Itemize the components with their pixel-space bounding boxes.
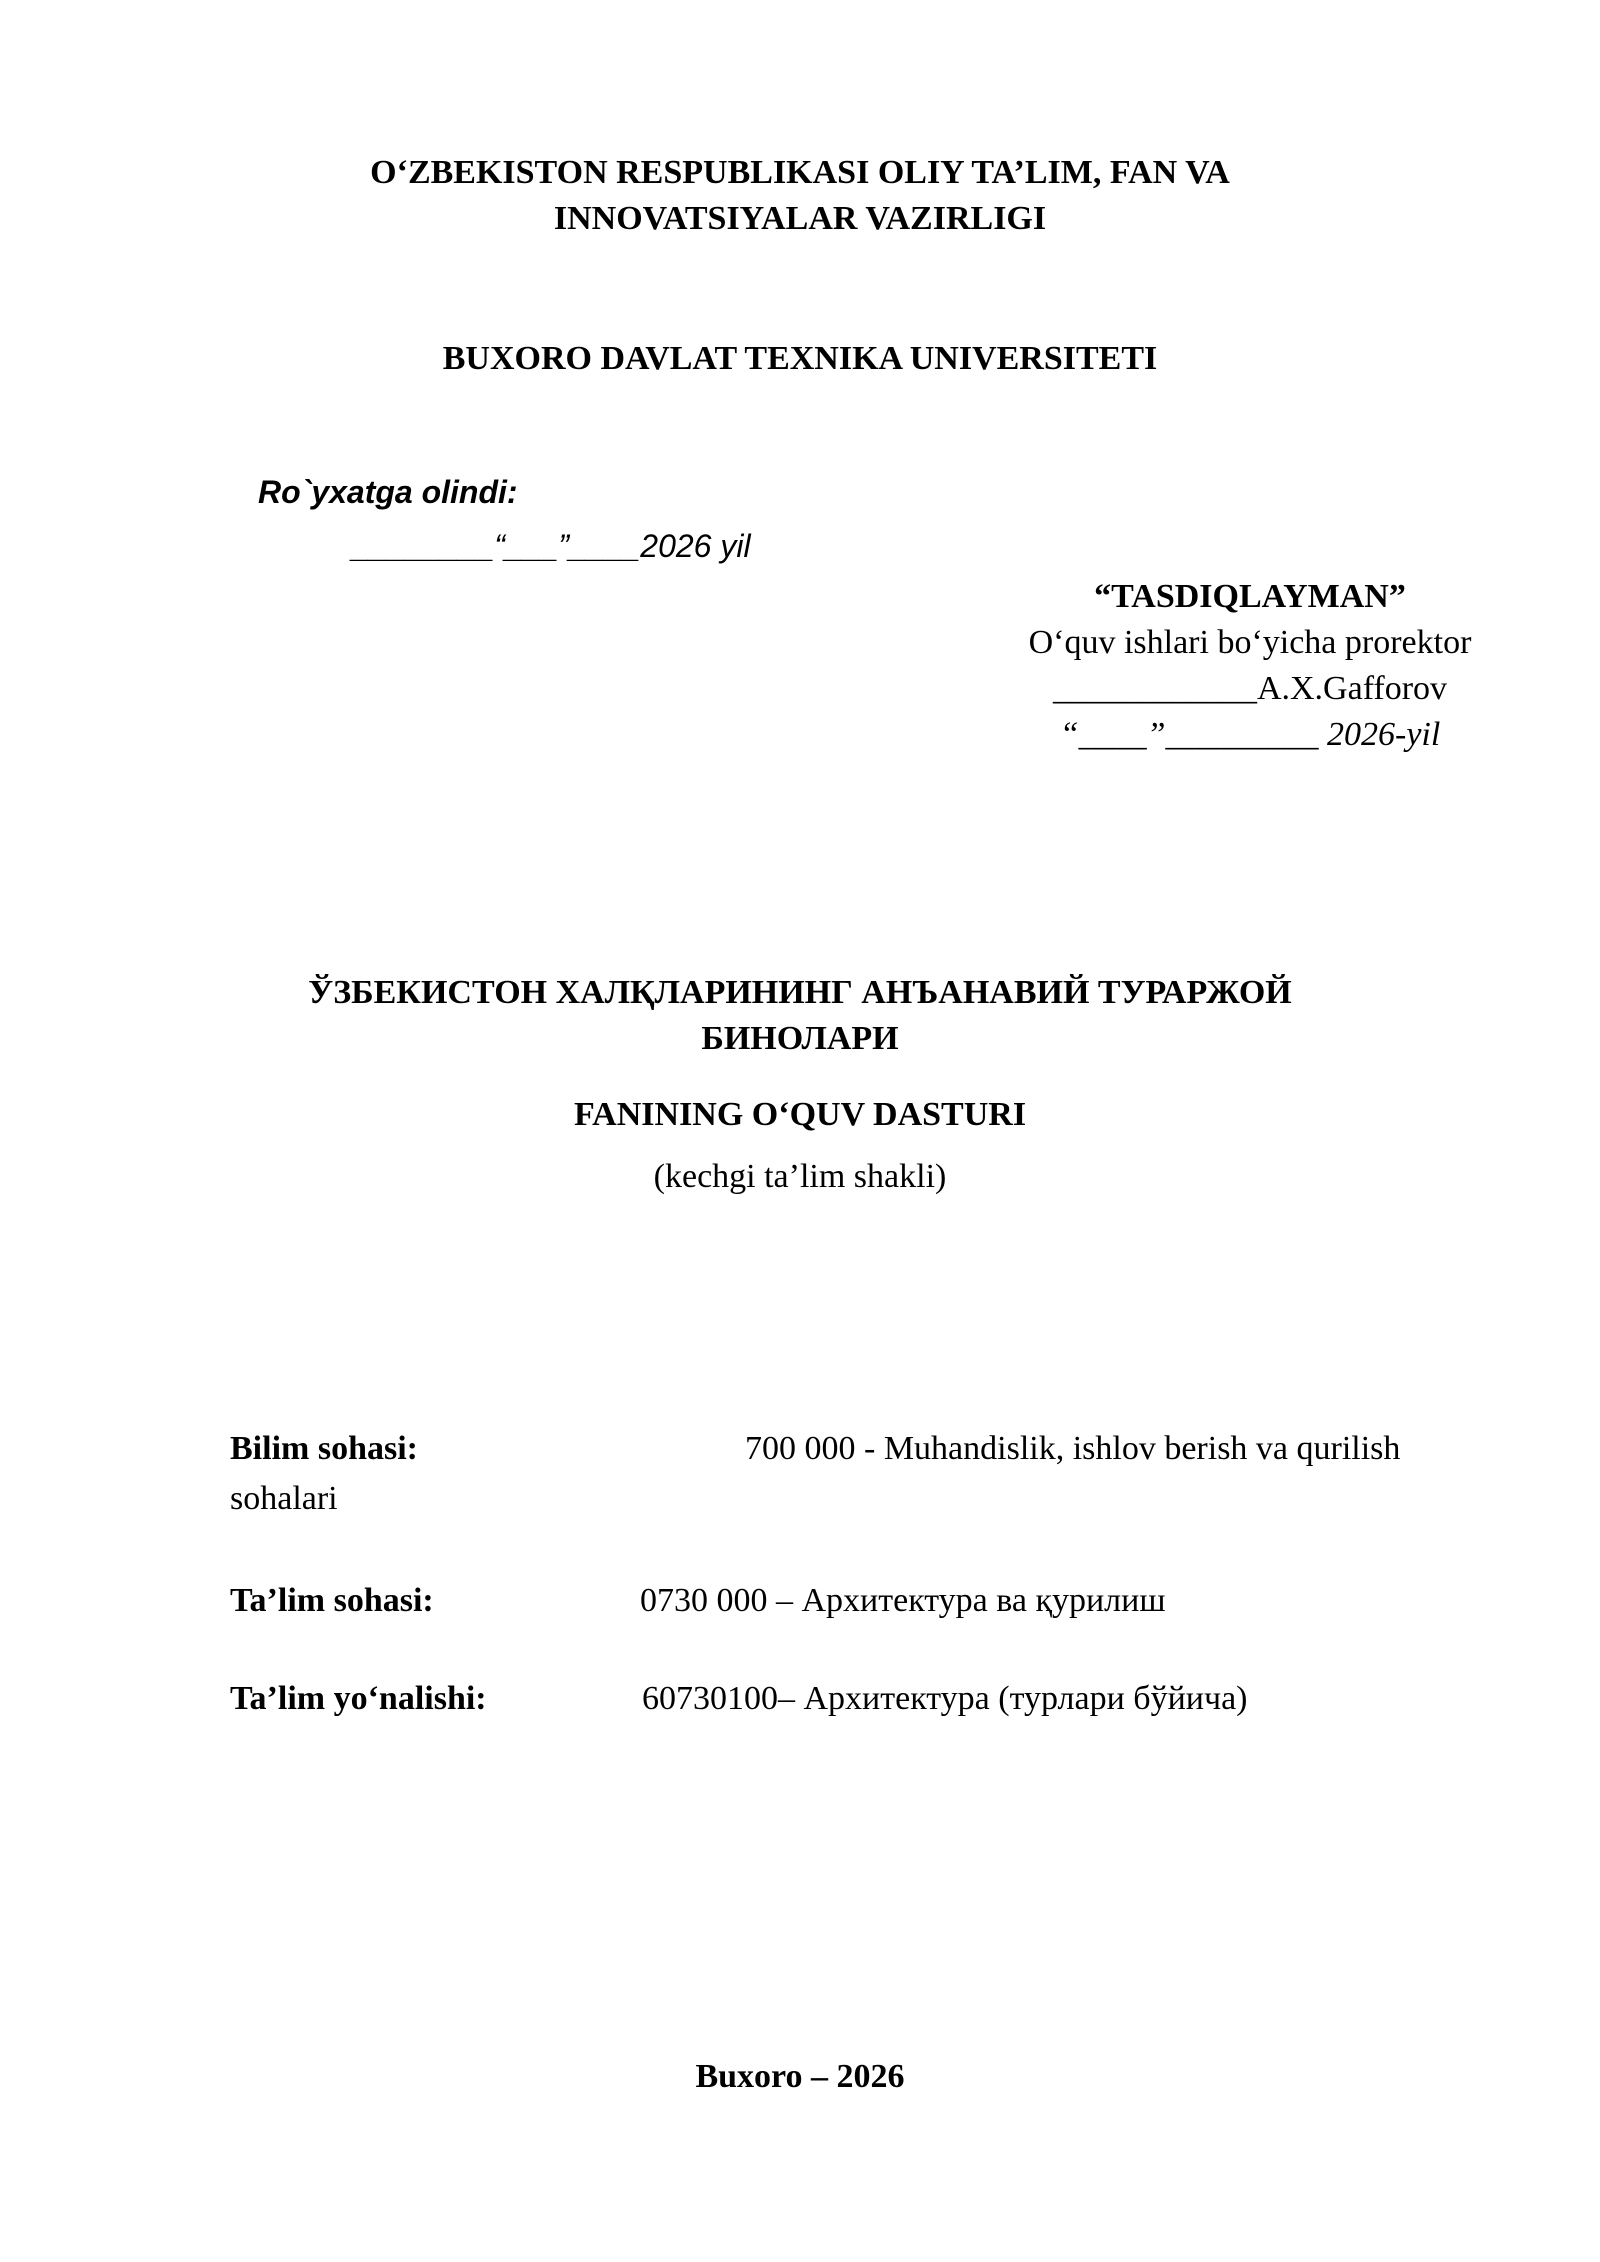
subject-title-line-2: БИНОЛАРИ (701, 1020, 899, 1057)
approval-date-line: “____”_________ 2026-yil (1059, 716, 1441, 753)
subject-title (0, 970, 1600, 1062)
approval-title: “TASDIQLAYMAN” (1094, 578, 1406, 615)
education-field-value: 0730 000 – Архитектура ва қурилиш (640, 1582, 1166, 1619)
knowledge-field-label: Bilim sohasi: (230, 1430, 418, 1467)
approver-signature-line: ____________A.X.Gafforov (1052, 670, 1448, 707)
education-field-row (230, 1582, 1492, 1620)
knowledge-field-row (230, 1430, 1492, 1517)
knowledge-field-value-continued: sohalari (230, 1480, 338, 1517)
approval-block (990, 574, 1510, 758)
ministry-line-1: O‘ZBEKISTON RESPUBLIKASI OLIY TA’LIM, FAN VA (370, 154, 1230, 191)
ministry-line-2: INNOVATSIYALAR VAZIRLIGI (553, 200, 1047, 237)
education-direction-label: Ta’lim yo‘nalishi: (230, 1680, 487, 1717)
education-field-label: Ta’lim sohasi: (230, 1582, 434, 1619)
ministry-heading (0, 150, 1600, 242)
registration-date-line: ________“___”____2026 yil (352, 528, 751, 564)
program-type: FANINING O‘QUV DASTURI (573, 1096, 1027, 1133)
approver-position: O‘quv ishlari bo‘yicha prorektor (1028, 624, 1472, 661)
knowledge-field-value: 700 000 - Muhandislik, ishlov berish va qurilish (745, 1430, 1401, 1467)
education-direction-value: 60730100– Архитектура (турлари бўйича) (642, 1680, 1248, 1717)
education-direction-row (230, 1680, 1492, 1718)
subject-title-line-1: ЎЗБЕКИСТОН ХАЛҚЛАРИНИНГ АНЪАНАВИЙ ТУРАРЖОЙ (308, 974, 1292, 1011)
footer-place-year: Buxoro – 2026 (695, 2058, 905, 2095)
registration-label: Ro`yxatga olindi: (258, 474, 518, 510)
university-name: BUXORO DAVLAT TEXNIKA UNIVERSITETI (442, 340, 1158, 377)
study-form: (kechgi ta’lim shakli) (653, 1158, 947, 1195)
